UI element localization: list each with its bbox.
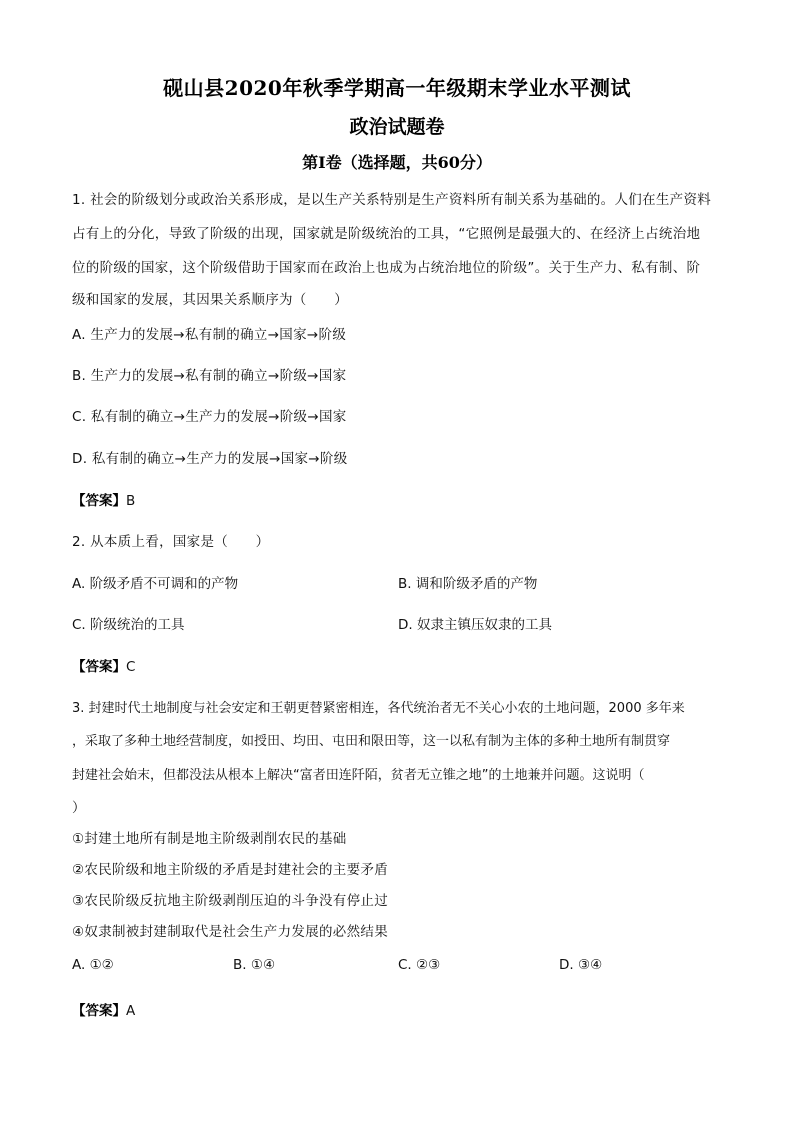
question-3-option-c: C. ②③ xyxy=(398,957,441,973)
question-2-option-c: C. 阶级统治的工具 xyxy=(72,617,185,633)
question-1-stem-line-4: 级和国家的发展，其因果关系顺序为（ ） xyxy=(72,292,348,308)
question-3-option-a: A. ①② xyxy=(72,957,114,973)
section-heading: 第I卷（选择题，共60分） xyxy=(302,153,492,172)
answer-value: B xyxy=(126,493,136,509)
question-3-option-d: D. ③④ xyxy=(559,957,603,973)
question-1-option-a: A. 生产力的发展→私有制的确立→国家→阶级 xyxy=(72,327,347,343)
question-1-option-b: B. 生产力的发展→私有制的确立→阶级→国家 xyxy=(72,368,347,384)
question-3-answer xyxy=(72,999,135,1019)
question-2-option-b: B. 调和阶级矛盾的产物 xyxy=(398,576,538,592)
question-1-answer xyxy=(72,489,135,509)
question-1-stem-line-1: 1. 社会的阶级划分或政治关系形成，是以生产关系特别是生产资料所有制关系为基础的。人们在生产资料 xyxy=(72,192,712,208)
question-3-option-b: B. ①④ xyxy=(233,957,276,973)
question-2-stem: 2. 从本质上看，国家是（ ） xyxy=(72,534,270,550)
answer-tag: 【答案】 xyxy=(72,1003,126,1019)
question-3-statement-3: ③农民阶级反抗地主阶级剥削压迫的斗争没有停止过 xyxy=(72,893,389,909)
question-1-stem-line-2: 占有上的分化，导致了阶级的出现，国家就是阶级统治的工具，“它照例是最强大的、在经济上占统治地 xyxy=(72,226,701,242)
question-3-statement-2: ②农民阶级和地主阶级的矛盾是封建社会的主要矛盾 xyxy=(72,862,389,878)
question-3-statement-1: ①封建土地所有制是地主阶级剥削农民的基础 xyxy=(72,831,347,847)
question-3-statement-4: ④奴隶制被封建制取代是社会生产力发展的必然结果 xyxy=(72,924,389,940)
question-3-stem-line-1: 3. 封建时代土地制度与社会安定和王朝更替紧密相连，各代统治者无不关心小农的土地问题，2000 多年来 xyxy=(72,701,685,716)
exam-title: 砚山县2020年秋季学期高一年级期末学业水平测试 xyxy=(163,76,631,100)
question-1-stem-line-3: 位的阶级的国家，这个阶级借助于国家而在政治上也成为占统治地位的阶级”。关于生产力、私有制、阶 xyxy=(72,260,701,276)
answer-tag: 【答案】 xyxy=(72,659,126,675)
answer-value: C xyxy=(126,659,136,675)
question-1-option-c: C. 私有制的确立→生产力的发展→阶级→国家 xyxy=(72,409,347,425)
question-2-answer xyxy=(72,655,135,675)
question-2-option-a: A. 阶级矛盾不可调和的产物 xyxy=(72,576,239,592)
question-3-stem-line-3: 封建社会始末，但都没法从根本上解决“富者田连阡陌，贫者无立锥之地”的土地兼并问题。这说明（ xyxy=(72,768,645,783)
question-3-stem-line-2: ，采取了多种土地经营制度，如授田、均田、屯田和限田等，这一以私有制为主体的多种土地所有制贯穿 xyxy=(72,734,671,749)
question-3-stem-line-4: ） xyxy=(72,800,86,816)
exam-subtitle: 政治试题卷 xyxy=(349,116,445,138)
answer-tag: 【答案】 xyxy=(72,493,126,509)
question-1-option-d: D. 私有制的确立→生产力的发展→国家→阶级 xyxy=(72,451,348,467)
answer-value: A xyxy=(126,1003,136,1019)
question-2-option-d: D. 奴隶主镇压奴隶的工具 xyxy=(398,617,552,633)
